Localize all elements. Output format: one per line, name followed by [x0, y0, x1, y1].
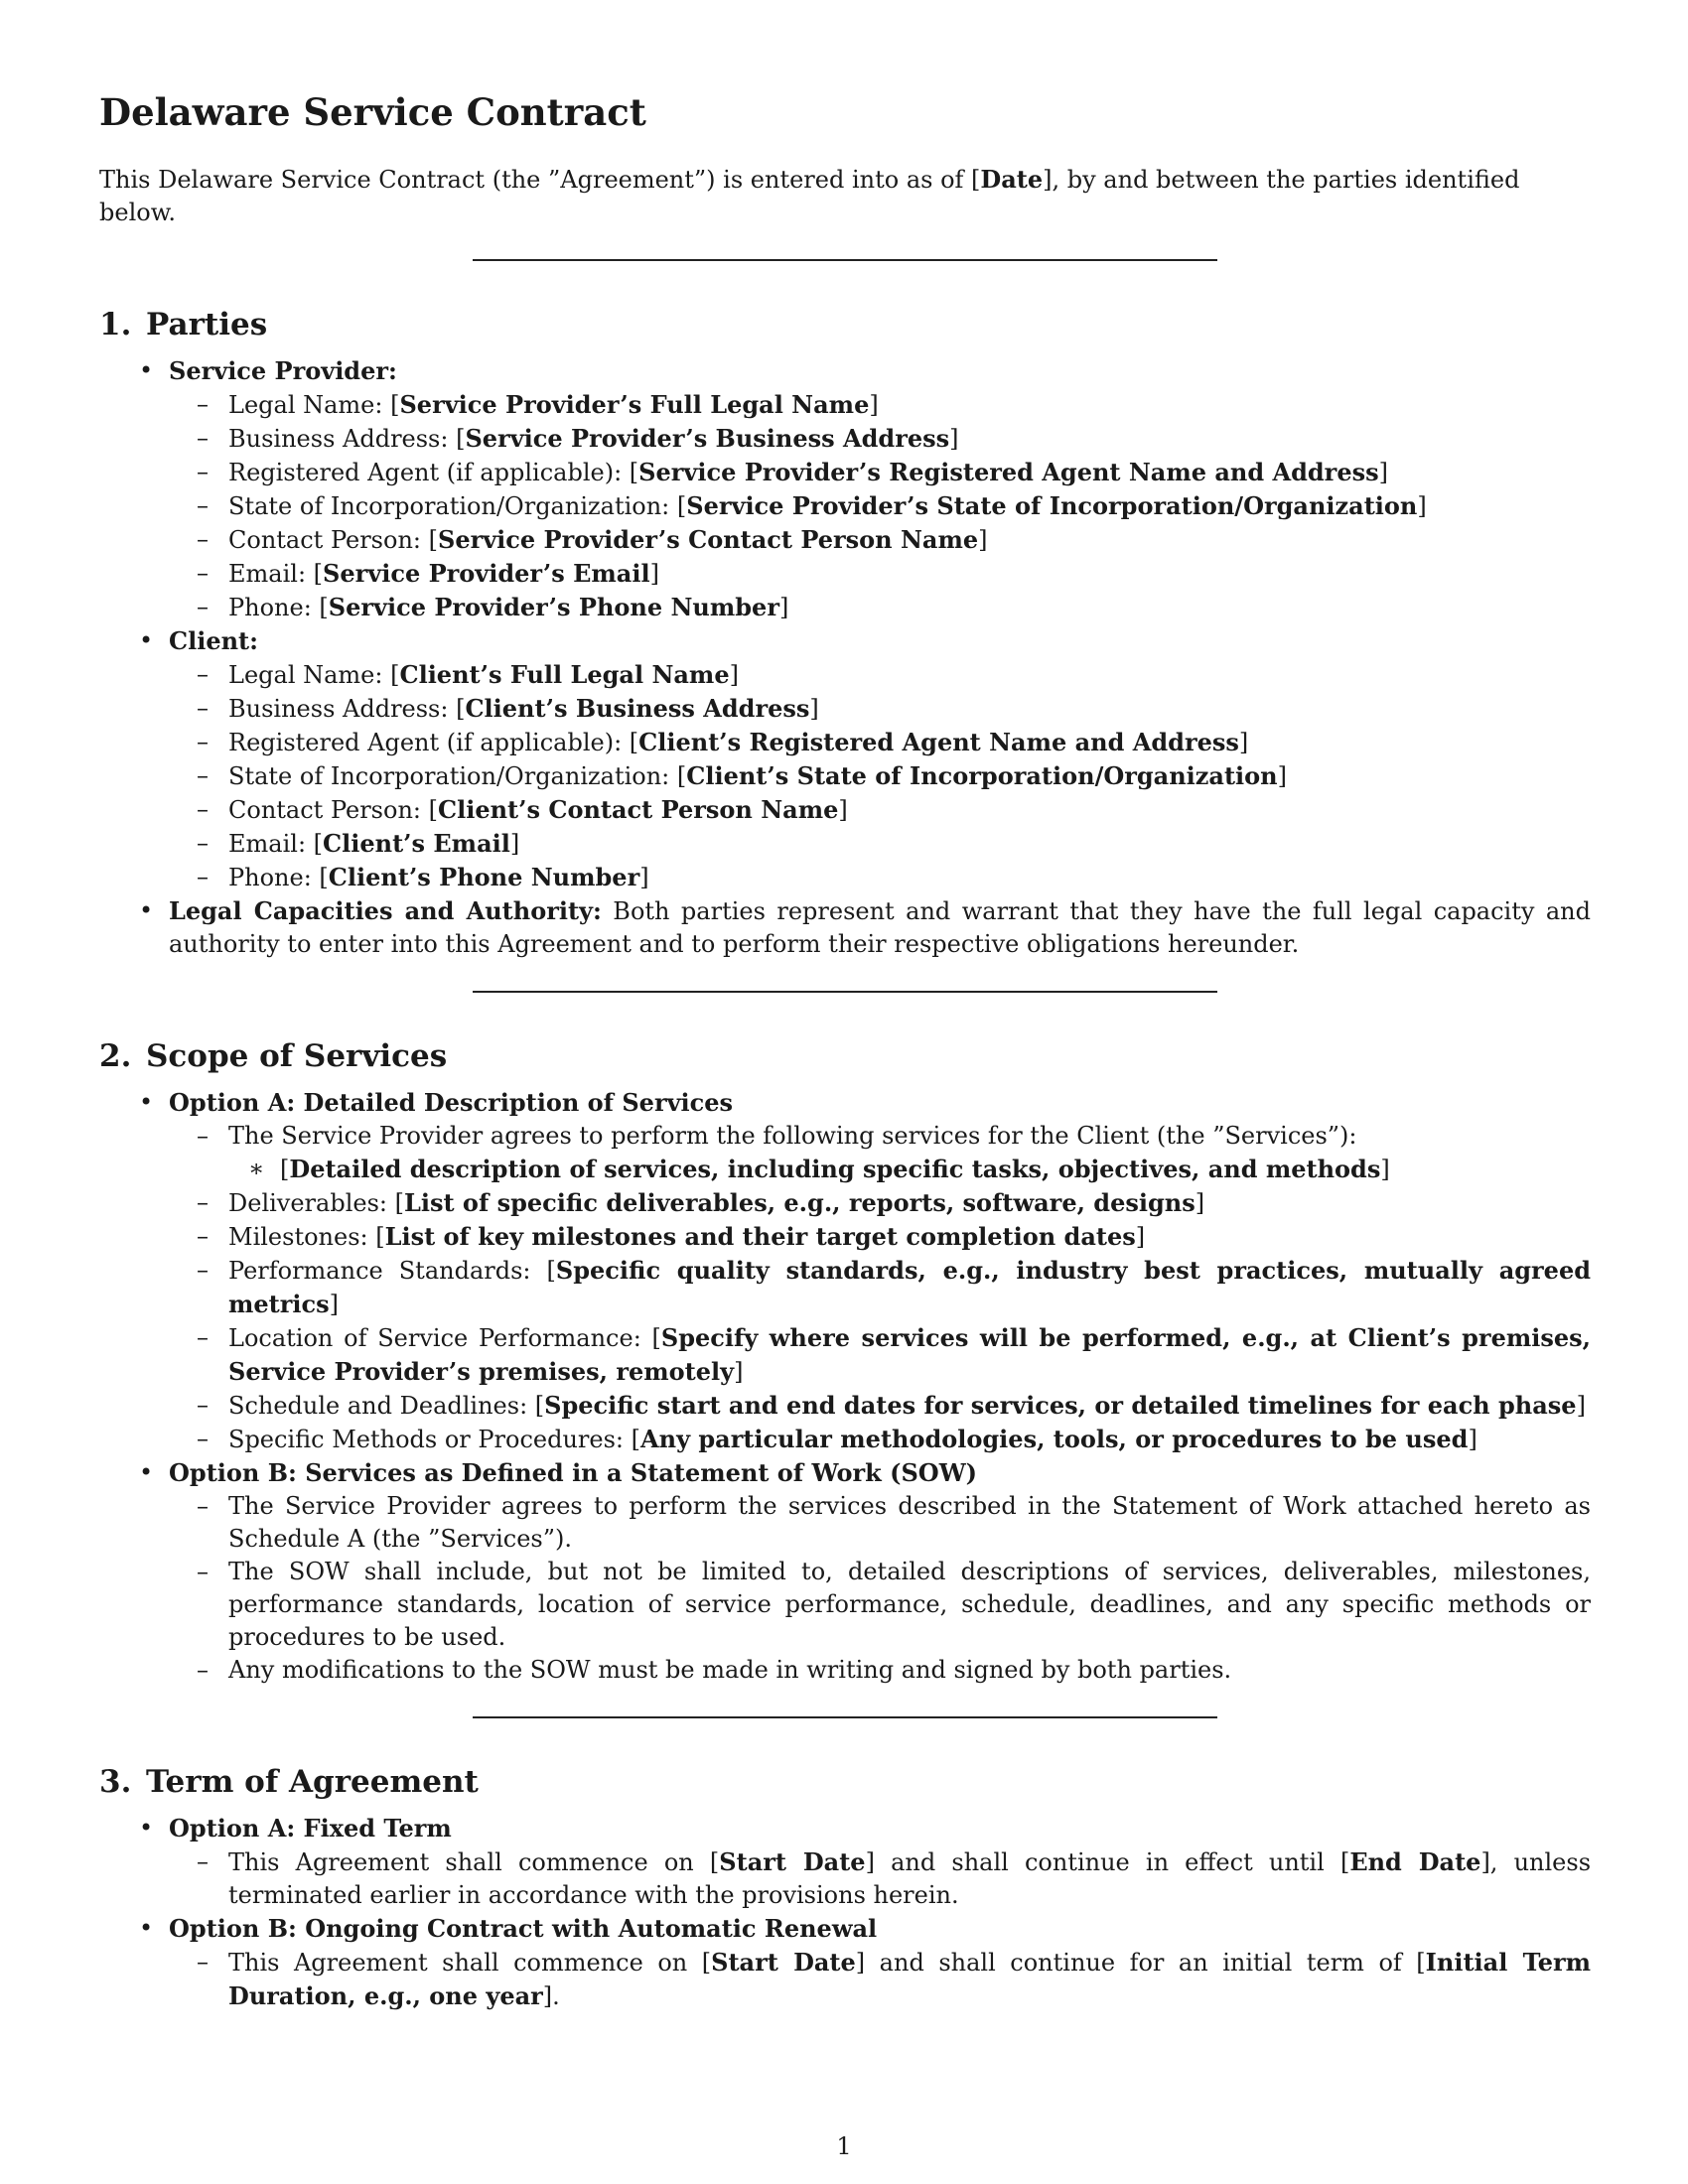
- section-heading-parties: 1. Parties: [99, 307, 268, 342]
- document-page: [99, 87, 1591, 2013]
- list-item: – Phone: [Client’s Phone Number]: [228, 861, 1591, 894]
- date-placeholder: Date: [980, 165, 1044, 194]
- scope-option-b: • Option B: Services as Defined in a Statement of Work (SOW) – The Service Provider agrees to perform the services described in the Statement of Work attached hereto as Schedule A (the ”Services”). – The SOW shall include, but not be limited to, detailed descriptions of services, deliverables, milestones, performance standards, location of service performance, schedule, deadlines, and any specific methods or procedures to be used. – Any modifications to the SOW must be made in writing and signed by both parties.: [169, 1456, 1591, 1687]
- list-item: – Legal Name: [Service Provider’s Full Legal Name]: [228, 388, 1591, 422]
- scope-option-a-details: [169, 1120, 1591, 1456]
- document-title: Delaware Service Contract: [99, 90, 646, 134]
- list-item: – Schedule and Deadlines: [Specific start and end dates for services, or detailed timelines for each phase]: [228, 1389, 1591, 1423]
- scope-list: [99, 1086, 1591, 1687]
- list-item: – Contact Person: [Client’s Contact Person Name]: [228, 793, 1591, 827]
- list-item: – Legal Name: [Client’s Full Legal Name]: [228, 658, 1591, 692]
- list-item: – Any modifications to the SOW must be made in writing and signed by both parties.: [228, 1654, 1591, 1687]
- parties-list: [99, 354, 1591, 961]
- list-item: – The SOW shall include, but not be limited to, detailed descriptions of services, deliverables, milestones, performance standards, location of service performance, schedule, deadlines, and any specific methods or procedures to be used.: [228, 1556, 1591, 1654]
- section-heading-term: 3. Term of Agreement: [99, 1764, 479, 1800]
- list-item: – The Service Provider agrees to perform the following services for the Client (the ”Services”): ∗ [Detailed description of services, including specific tasks, objectives, and methods]: [228, 1120, 1591, 1186]
- term-option-a: • Option A: Fixed Term – This Agreement shall commence on [Start Date] and shall continue in effect until [End Date], unless terminated earlier in accordance with the provisions herein.: [169, 1812, 1591, 1912]
- scope-option-b-details: [169, 1490, 1591, 1687]
- term-option-b: • Option B: Ongoing Contract with Automatic Renewal – This Agreement shall commence on [Start Date] and shall continue for an initial term of [Initial Term Duration, e.g., one year].: [169, 1912, 1591, 2013]
- list-item: – The Service Provider agrees to perform the services described in the Statement of Work attached hereto as Schedule A (the ”Services”).: [228, 1490, 1591, 1556]
- list-item: – Registered Agent (if applicable): [Service Provider’s Registered Agent Name and Address]: [228, 456, 1591, 489]
- section-divider: [473, 259, 1217, 261]
- section-divider: [473, 991, 1217, 993]
- scope-option-a: • Option A: Detailed Description of Services – The Service Provider agrees to perform the following services for the Client (the ”Services”): ∗ [Detailed description of services, including specific tasks, objectives, and methods] – Deliverables: [List of specific deliverables, e.g., reports, software, designs] – Milestones: [List of key milestones and their target completion dates] – Performance Standards: [Specific quality standards, e.g., industry best practices, mutually agreed metrics] – Location of Service Performance: [Specify where services will be performed, e.g., at Client’s premises, Service Provider’s premises, remotely] – Schedule and Deadlines: [Specific start and end dates for services, or detailed timelines for each phase] – Specific Methods or Procedures: [Any particular methodologies, tools, or procedures to be used]: [169, 1086, 1591, 1456]
- list-item: ∗ [Detailed description of services, including specific tasks, objectives, and methods]: [280, 1153, 1591, 1186]
- list-item: – Specific Methods or Procedures: [Any particular methodologies, tools, or procedures to be used]: [228, 1423, 1591, 1456]
- list-item: – Contact Person: [Service Provider’s Contact Person Name]: [228, 523, 1591, 557]
- section-divider: [473, 1716, 1217, 1718]
- legal-capacity-item: • Legal Capacities and Authority: Both parties represent and warrant that they have the full legal capacity and authority to enter into this Agreement and to perform their respective obligations hereunder.: [169, 894, 1591, 961]
- list-item: – Business Address: [Service Provider’s Business Address]: [228, 422, 1591, 456]
- service-provider-item: • Service Provider: – Legal Name: [Service Provider’s Full Legal Name] – Business Address: [Service Provider’s Business Address] – Registered Agent (if applicable): [Service Provider’s Registered Agent Name and Address] – State of Incorporation/Organization: [Service Provider’s State of Incorporation/Organization] – Contact Person: [Service Provider’s Contact Person Name] – Email: [Service Provider’s Email] – Phone: [Service Provider’s Phone Number]: [169, 354, 1591, 624]
- page-number: 1: [836, 2132, 852, 2160]
- client-item: • Client: – Legal Name: [Client’s Full Legal Name] – Business Address: [Client’s Business Address] – Registered Agent (if applicable): [Client’s Registered Agent Name and Address] – State of Incorporation/Organization: [Client’s State of Incorporation/Organization] – Contact Person: [Client’s Contact Person Name] – Email: [Client’s Email] – Phone: [Client’s Phone Number]: [169, 624, 1591, 894]
- list-item: – Email: [Service Provider’s Email]: [228, 557, 1591, 591]
- service-provider-details: [169, 388, 1591, 624]
- services-sublist: [228, 1153, 1591, 1186]
- list-item: – This Agreement shall commence on [Start Date] and shall continue in effect until [End Date], unless terminated earlier in accordance with the provisions herein.: [228, 1845, 1591, 1912]
- list-item: – Email: [Client’s Email]: [228, 827, 1591, 861]
- term-option-b-details: [169, 1946, 1591, 2013]
- list-item: – Milestones: [List of key milestones and their target completion dates]: [228, 1220, 1591, 1254]
- list-item: – Phone: [Service Provider’s Phone Number]: [228, 591, 1591, 624]
- list-item: – Performance Standards: [Specific quality standards, e.g., industry best practices, mutually agreed metrics]: [228, 1254, 1591, 1321]
- list-item: – State of Incorporation/Organization: [Service Provider’s State of Incorporation/Organization]: [228, 489, 1591, 523]
- list-item: – Business Address: [Client’s Business Address]: [228, 692, 1591, 726]
- list-item: – State of Incorporation/Organization: [Client’s State of Incorporation/Organization]: [228, 759, 1591, 793]
- intro-paragraph: This Delaware Service Contract (the ”Agreement”) is entered into as of [Date], by and between the parties identified below.: [99, 165, 1520, 226]
- list-item: – Location of Service Performance: [Specify where services will be performed, e.g., at Client’s premises, Service Provider’s premises, remotely]: [228, 1321, 1591, 1389]
- list-item: – Deliverables: [List of specific deliverables, e.g., reports, software, designs]: [228, 1186, 1591, 1220]
- list-item: – This Agreement shall commence on [Start Date] and shall continue for an initial term of [Initial Term Duration, e.g., one year].: [228, 1946, 1591, 2013]
- term-list: [99, 1812, 1591, 2013]
- term-option-a-details: [169, 1845, 1591, 1912]
- client-details: [169, 658, 1591, 894]
- list-item: – Registered Agent (if applicable): [Client’s Registered Agent Name and Address]: [228, 726, 1591, 759]
- section-heading-scope: 2. Scope of Services: [99, 1038, 448, 1074]
